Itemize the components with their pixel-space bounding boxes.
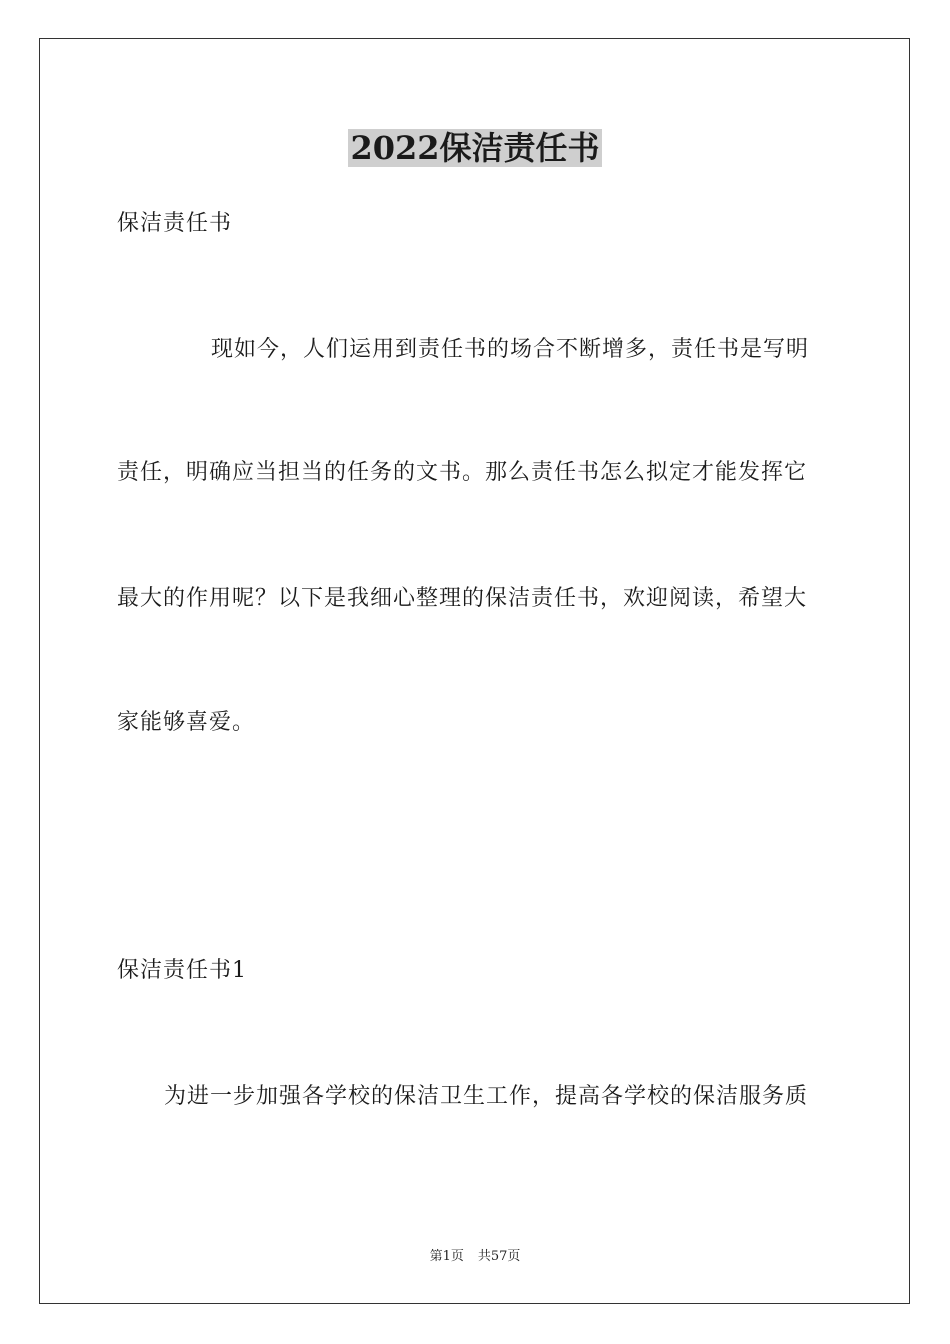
page-footer — [0, 1248, 950, 1266]
section1-heading: 保洁责任书1 — [117, 958, 247, 983]
intro-line-1: 现如今，人们运用到责任书的场合不断增多，责任书是写明 — [211, 337, 810, 362]
document-subtitle: 保洁责任书 — [117, 211, 233, 236]
intro-line-2: 责任，明确应当担当的任务的文书。那么责任书怎么拟定才能发挥它 — [117, 460, 808, 485]
document-title-text: 2022保洁责任书 — [350, 129, 600, 167]
page-number: 第1页 — [429, 1249, 464, 1264]
intro-line-4: 家能够喜爱。 — [117, 710, 256, 735]
total-pages: 共57页 — [477, 1249, 521, 1264]
document-title — [0, 126, 950, 170]
intro-line-3: 最大的作用呢？以下是我细心整理的保洁责任书，欢迎阅读，希望大 — [117, 586, 808, 611]
section1-line-1: 为进一步加强各学校的保洁卫生工作，提高各学校的保洁服务质 — [164, 1084, 809, 1109]
